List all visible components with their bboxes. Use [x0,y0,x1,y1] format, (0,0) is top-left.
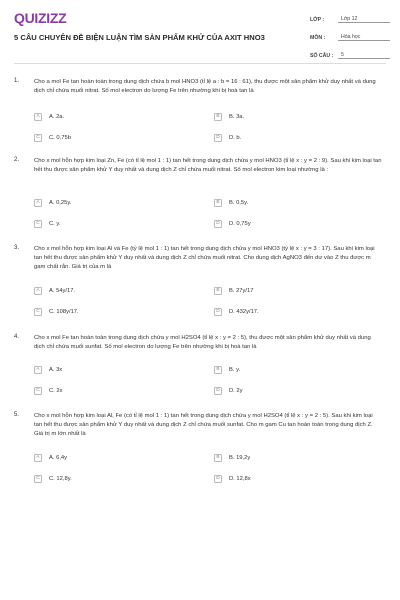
header-divider [14,63,386,64]
option-text: B. 19,2y [229,454,251,461]
class-label: LỚP : [310,16,325,23]
option-text: D. b. [229,134,242,141]
option-text: B. 0,5y. [229,199,249,206]
option-d[interactable] [214,131,376,144]
option-text: C. 2x [49,387,63,394]
meta-class-row [310,14,390,25]
class-value: Lớp 12 [338,16,390,23]
meta-count-row [310,50,390,61]
option-d[interactable] [214,305,376,318]
option-text: A. 3x [49,366,63,373]
quizizz-logo: QUIZIZZ [14,10,67,26]
option-letter-box: D [214,220,222,228]
option-letter-box: D [214,475,222,483]
option-a[interactable] [34,284,196,297]
option-a[interactable] [34,363,196,376]
option-a[interactable] [34,196,196,209]
option-letter-box: B [214,113,222,121]
option-b[interactable] [214,284,376,297]
option-c[interactable] [34,305,196,318]
option-letter-box: C [34,308,42,316]
option-b[interactable] [214,110,376,123]
option-text: B. 3a. [229,113,245,120]
option-letter-box: B [214,454,222,462]
question-count-value: 5 [338,52,390,59]
question-text: Cho a mol Fe tan hoàn toàn trong dung dịch chứa b mol HNO3 (tỉ lệ a : b = 16 : 61), thu được một sản phẩm khử duy nhất và dung dịch chỉ chứa muối nitrat. Số mol electron do lượng Fe trên nhường khi bị hoà tan là [34,79,376,94]
option-letter-box: D [214,134,222,142]
option-b[interactable] [214,451,376,464]
option-letter-box: A [34,113,42,121]
option-b[interactable] [214,363,376,376]
option-text: D. 432y/17. [229,308,259,315]
option-text: D. 2y [229,387,243,394]
option-text: D. 12,8x [229,475,251,482]
option-letter-box: B [214,366,222,374]
question-text: Cho x mol hỗn hợp kim loại Al và Fe (tỷ lệ mol 1 : 1) tan hết trong dung dịch chứa y mol HNO3 (tỷ lệ x : y = 3 : 17). Sau khi kim loại tan hết thu được sản phẩm khử Y duy nhất và dung dịch Z chỉ chứa muối nitrat. Cho dung dịch AgNO3 đến dư vào Z thu được m gam chất rắn. Giá trị của m là [34,246,375,270]
option-text: D. 0,75y [229,220,251,227]
option-text: A. 0,25y. [49,199,72,206]
option-text: A. 6,4y [49,454,68,461]
option-text: C. 12,8y. [49,475,72,482]
subject-value: Hóa học [338,34,390,41]
option-d[interactable] [214,384,376,397]
option-letter-box: C [34,134,42,142]
option-a[interactable] [34,451,196,464]
option-letter-box: D [214,308,222,316]
option-c[interactable] [34,384,196,397]
option-letter-box: C [34,475,42,483]
option-letter-box: D [214,387,222,395]
option-d[interactable] [214,472,376,485]
question-number: 5. [14,412,20,418]
meta-subject-row [310,32,390,43]
option-text: C. y. [49,220,61,227]
question-count-label: SỐ CÂU : [310,52,334,59]
question-text: Cho x mol hỗn hợp kim loại Al, Fe (có tỉ lệ mol 1 : 1) tan hết trong dung dịch chứa y mol H2SO4 (tỉ lệ x : y = 2 : 5). Sau khi kim loại tan hết thu được sản phẩm khử Y duy nhất và dung dịch Z chỉ chứa muối sunfat. Cho m gam Cu tan hoàn toàn trong dung dịch Z. Giá trị m lớn nhất là [34,413,373,437]
option-text: B. y. [229,366,241,373]
option-letter-box: A [34,454,42,462]
option-letter-box: C [34,387,42,395]
option-a[interactable] [34,110,196,123]
worksheet-title: 5 CÂU CHUYÊN ĐỀ BIỆN LUẬN TÌM SẢN PHẨM KHỬ CỦA AXIT HNO3 [14,33,265,42]
option-letter-box: A [34,287,42,295]
question-text: Cho x mol hỗn hợp kim loại Zn, Fe (có tỉ lệ mol 1 : 1) tan hết trong dung dịch chứa y mol HNO3 (tỉ lệ x : y = 2 : 9). Sau khi kim loại tan hết thu được sản phẩm khử Y duy nhất và dung dịch Z chỉ chứa muối nitrat. Số mol electron kim loại nhường là : [34,158,382,173]
option-text: C. 108y/17. [49,308,79,315]
option-d[interactable] [214,217,376,230]
option-letter-box: B [214,287,222,295]
option-b[interactable] [214,196,376,209]
question-number: 1. [14,78,20,84]
option-c[interactable] [34,472,196,485]
option-c[interactable] [34,131,196,144]
question-number: 4. [14,334,20,340]
option-letter-box: A [34,199,42,207]
option-c[interactable] [34,217,196,230]
question-text: Cho x mol Fe tan hoàn toàn trong dung dịch chứa y mol H2SO4 (tỉ lệ x : y = 2 : 5), thu được một sản phẩm khử duy nhất và dung dịch chỉ chứa muối sunfat. Số mol electron do lượng Fe trên nhường khi bị hoà tan là [34,335,371,350]
option-text: C. 0,75b [49,134,71,141]
option-letter-box: A [34,366,42,374]
option-text: B. 27y/17 [229,287,254,294]
question-number: 3. [14,245,20,251]
option-text: A. 2a. [49,113,65,120]
subject-label: MÔN : [310,34,326,41]
option-letter-box: B [214,199,222,207]
question-number: 2. [14,157,20,163]
option-letter-box: C [34,220,42,228]
worksheet-meta [310,14,390,68]
option-text: A. 54y/17. [49,287,76,294]
